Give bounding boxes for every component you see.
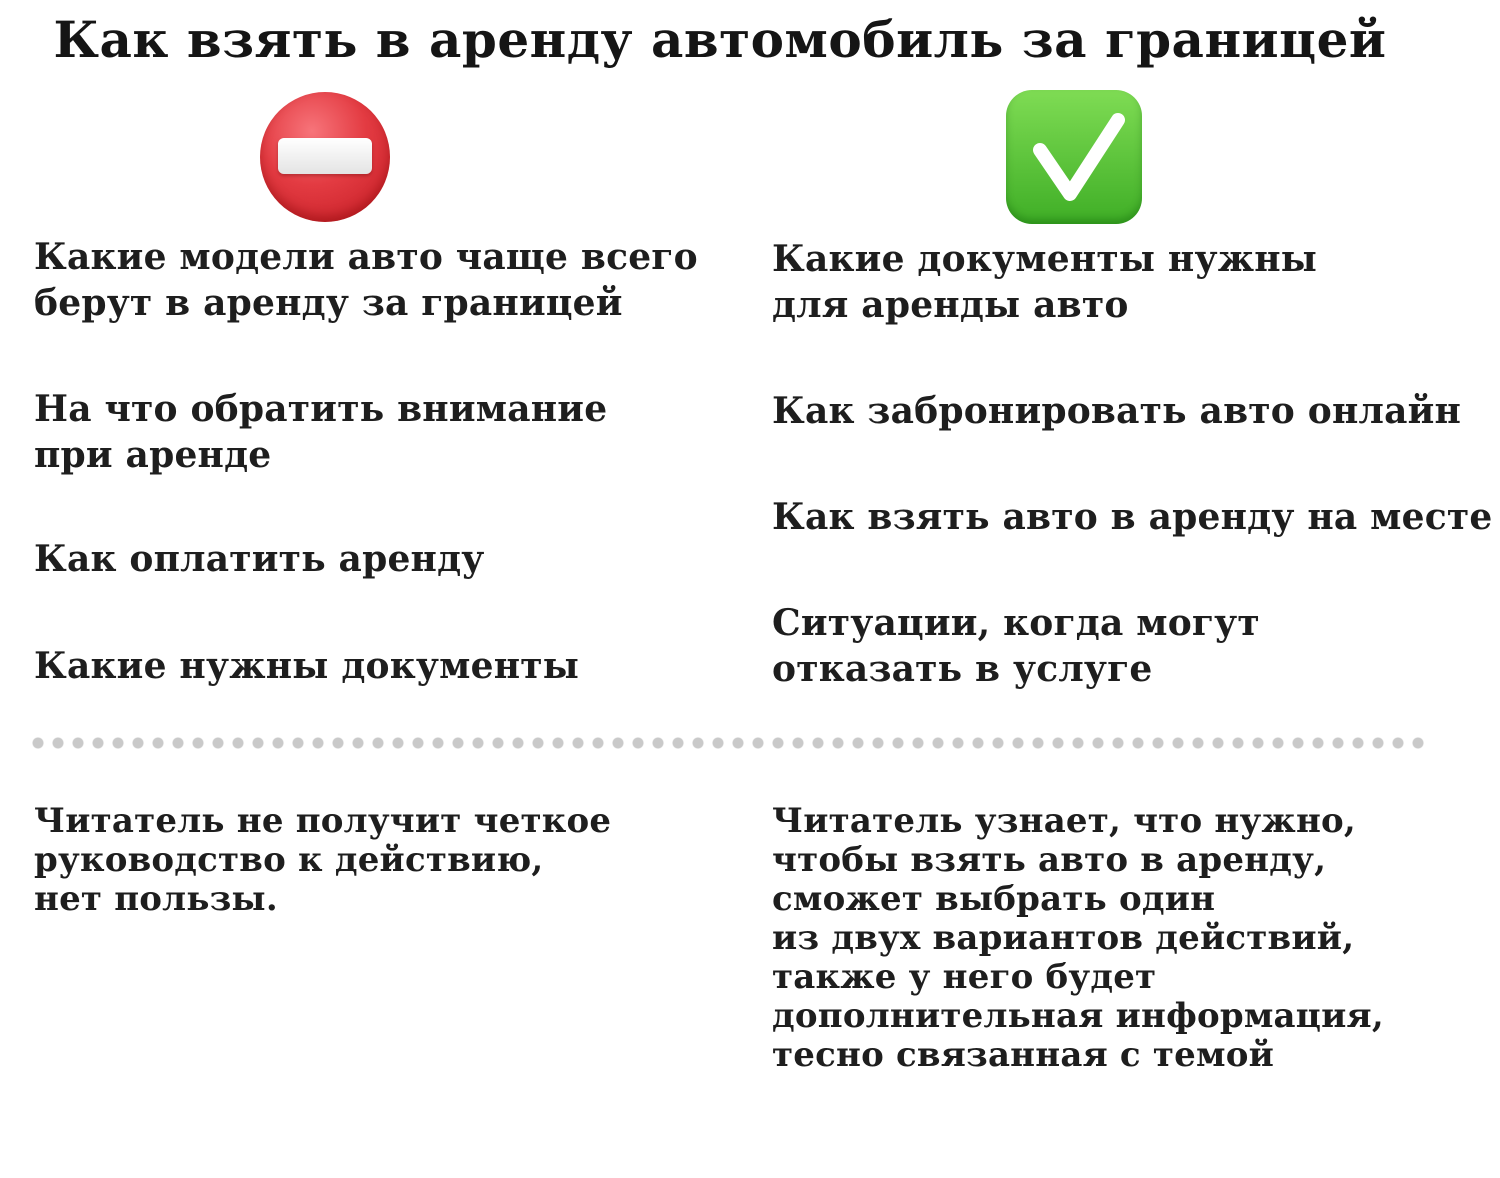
right-item-2: Как забронировать авто онлайн <box>772 390 1462 432</box>
no-entry-icon <box>260 92 390 222</box>
right-item-1: Какие документы нужны для аренды авто <box>772 238 1318 326</box>
right-conclusion: Читатель узнает, что нужно, чтобы взять авто в аренду, сможет выбрать один из двух вариантов действий, также у него будет дополнительная информация, тесно связанная с темой <box>772 801 1384 1075</box>
right-item-4: Ситуации, когда могут отказать в услуге <box>772 602 1260 690</box>
left-item-3: Как оплатить аренду <box>34 538 485 580</box>
left-item-1: Какие модели авто чаще всего берут в аренду за границей <box>34 236 698 324</box>
left-item-2: На что обратить внимание при аренде <box>34 388 608 476</box>
page-title: Как взять в аренду автомобиль за границей <box>53 10 1387 69</box>
dotted-divider <box>28 736 1428 750</box>
check-mark-glyph <box>1006 90 1142 224</box>
left-item-4: Какие нужны документы <box>34 645 580 687</box>
check-mark-icon <box>1006 90 1142 224</box>
right-item-3: Как взять авто в аренду на месте <box>772 496 1493 538</box>
no-entry-bar <box>278 138 372 174</box>
left-conclusion: Читатель не получит четкое руководство к действию, нет пользы. <box>34 801 612 919</box>
